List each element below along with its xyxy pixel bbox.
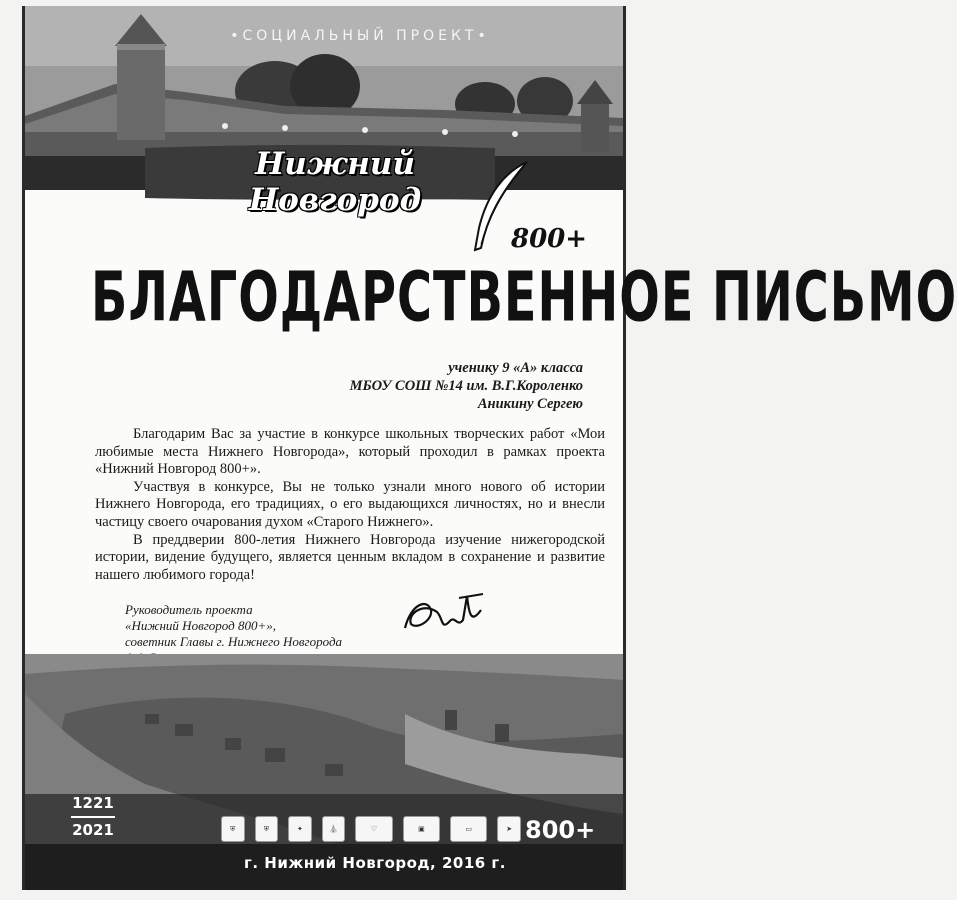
church-emblem-icon: ⛪ (322, 816, 346, 842)
badge-800: 800+ (511, 224, 588, 254)
banner-title: Нижний Новгород (248, 146, 422, 218)
sponsor-logo-icon: ➤ (497, 816, 521, 842)
coat-of-arms-2-icon: ⛨ (255, 816, 279, 842)
handwritten-signature (397, 584, 487, 644)
signer-line: «Нижний Новгород 800+», (125, 618, 276, 633)
city-year-caption: г. Нижний Новгород, 2016 г. (244, 854, 506, 872)
heart-logo-icon: ♡ (355, 816, 392, 842)
partner-logo-icon: ▭ (450, 816, 487, 842)
years-block (69, 794, 117, 840)
recipient-line: Аникину Сергею (477, 396, 583, 412)
letter-body (95, 426, 605, 584)
year-start: 1221 (72, 794, 114, 812)
mts-logo-icon: ▣ (403, 816, 440, 842)
deer-emblem-icon: ✦ (288, 816, 312, 842)
partner-logos (221, 812, 521, 846)
letter-paragraph: Участвуя в конкурсе, Вы не только узнали много нового об истории Нижнего Новгорода, его традициях, о его выдающихся личностях, но и внесли частицу своего очарования духом «Старого Нижнего». (95, 478, 605, 530)
document-heading: БЛАГОДАРСТВЕННОЕ ПИСЬМО (91, 258, 957, 338)
anniversary-mark: 800+ (525, 816, 596, 844)
year-divider (71, 816, 115, 818)
signer-line: советник Главы г. Нижнего Новгорода (125, 634, 343, 649)
coat-of-arms-icon: ⛨ (221, 816, 245, 842)
letter-paragraph: В преддверии 800-летия Нижнего Новгорода изучение нижегородской истории, видение будущего, является ценным вкладом в сохранение и развитие нашего любимого города! (95, 531, 605, 583)
recipient-block (283, 359, 583, 413)
recipient-line: ученику 9 «А» класса (448, 360, 583, 376)
project-label: •СОЦИАЛЬНЫЙ ПРОЕКТ• (230, 28, 490, 44)
letter-paragraph: Благодарим Вас за участие в конкурсе школьных творческих работ «Мои любимые места Нижнего Новгорода», который проходил в рамках проекта «Нижний Новгород 800+». (95, 426, 605, 478)
year-end: 2021 (72, 821, 114, 839)
certificate-page (22, 6, 957, 890)
signer-line: Руководитель проекта (125, 602, 253, 617)
recipient-line: МБОУ СОШ №14 им. В.Г.Короленко (349, 378, 583, 394)
